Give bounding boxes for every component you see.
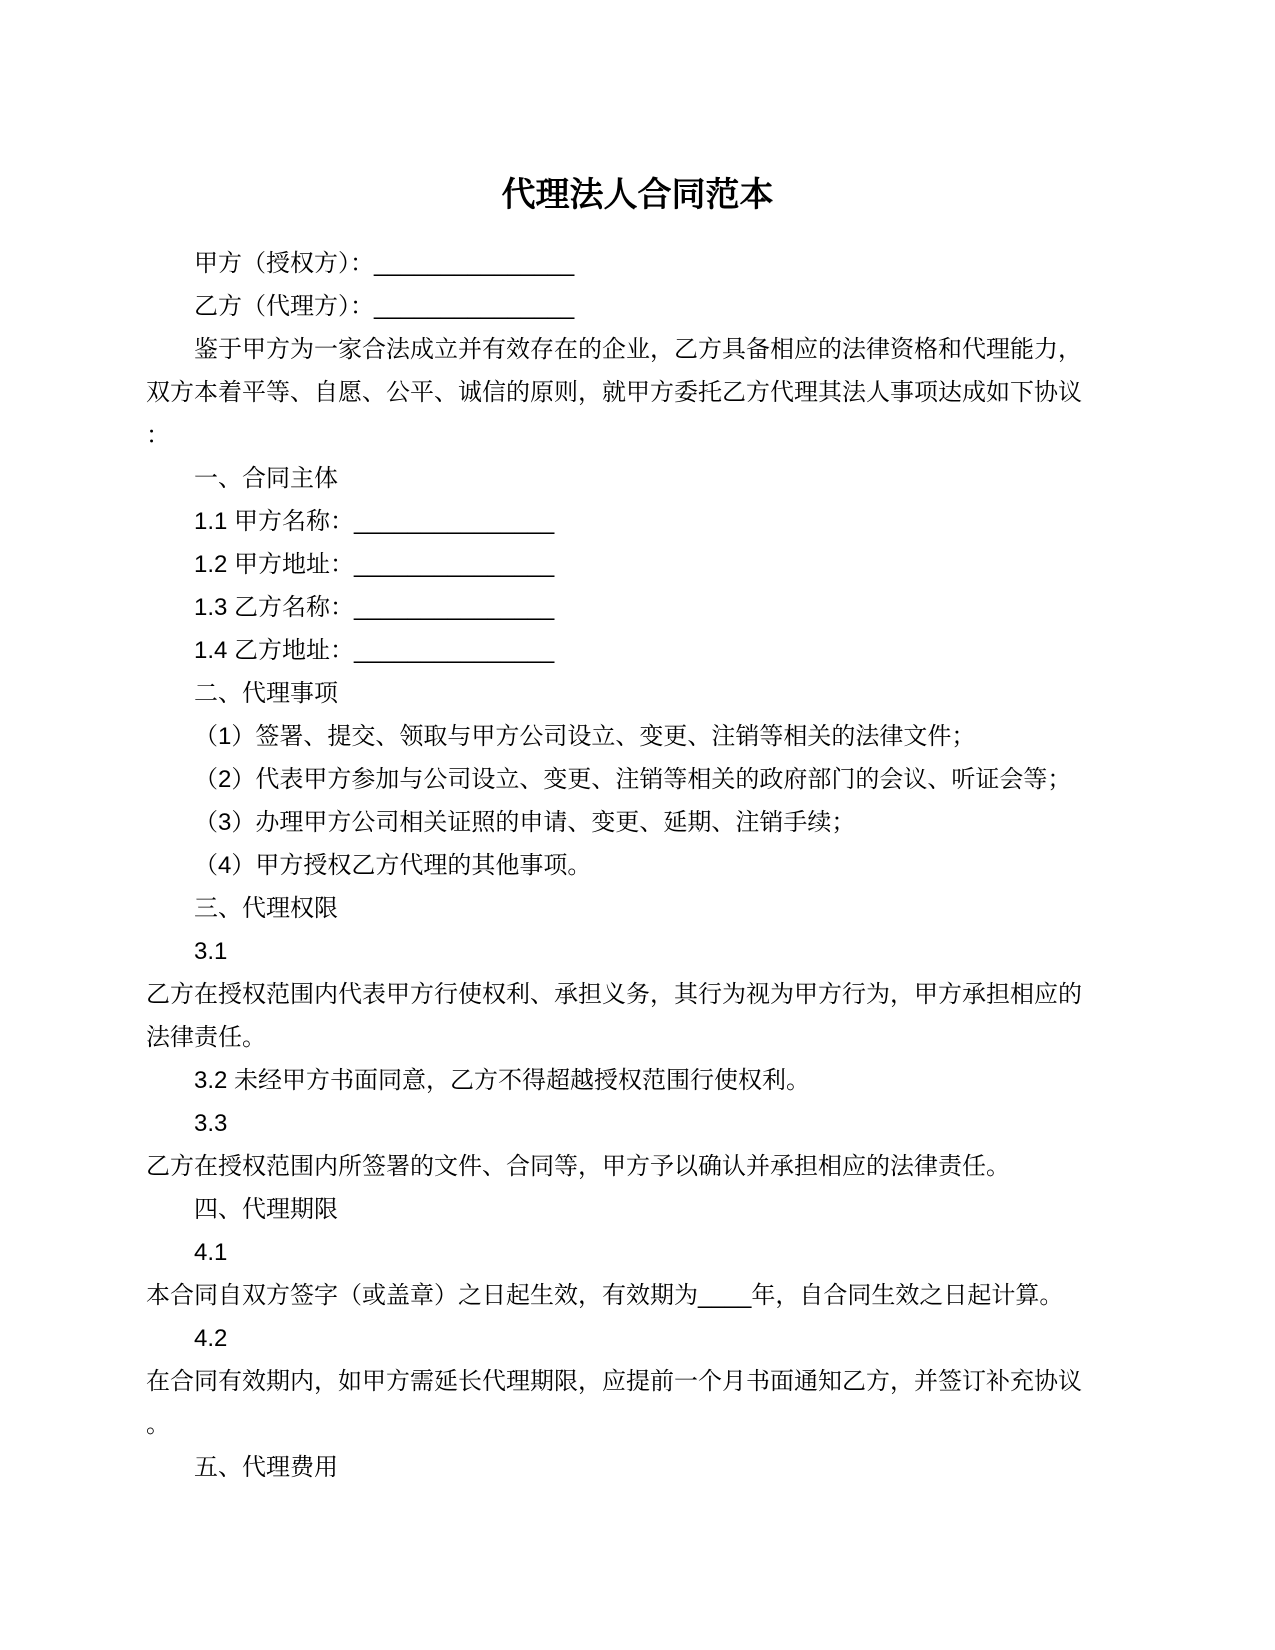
contract-body bbox=[146, 242, 1129, 1489]
contract-line: 三、代理权限 bbox=[194, 895, 338, 922]
contract-line: 在合同有效期内，如甲方需延长代理期限，应提前一个月书面通知乙方，并签订补充协议 bbox=[146, 1368, 1082, 1395]
contract-line: 3.3 bbox=[194, 1110, 228, 1137]
contract-line: 1.3 乙方名称：_______________ bbox=[194, 594, 555, 621]
contract-line: 1.4 乙方地址：_______________ bbox=[194, 637, 555, 664]
contract-line: 3.1 bbox=[194, 938, 228, 965]
contract-line: 1.2 甲方地址：_______________ bbox=[194, 551, 555, 578]
contract-line: 4.1 bbox=[194, 1239, 228, 1266]
contract-line: （2）代表甲方参加与公司设立、变更、注销等相关的政府部门的会议、听证会等； bbox=[194, 766, 1072, 793]
contract-line: 。 bbox=[146, 1411, 170, 1438]
contract-line: （1）签署、提交、领取与甲方公司设立、变更、注销等相关的法律文件； bbox=[194, 723, 976, 750]
document-title: 代理法人合同范本 bbox=[501, 176, 774, 214]
contract-line: ： bbox=[146, 422, 170, 449]
contract-line: 乙方在授权范围内所签署的文件、合同等，甲方予以确认并承担相应的法律责任。 bbox=[146, 1153, 1010, 1180]
contract-line: 一、合同主体 bbox=[194, 465, 338, 492]
contract-line: 甲方（授权方）：_______________ bbox=[194, 250, 575, 277]
contract-line: 乙方（代理方）：_______________ bbox=[194, 293, 575, 320]
contract-line: （4）甲方授权乙方代理的其他事项。 bbox=[194, 852, 592, 879]
contract-line: 双方本着平等、自愿、公平、诚信的原则，就甲方委托乙方代理其法人事项达成如下协议 bbox=[146, 379, 1082, 406]
contract-line: 五、代理费用 bbox=[194, 1454, 338, 1481]
contract-line: 4.2 bbox=[194, 1325, 228, 1352]
contract-line: 二、代理事项 bbox=[194, 680, 338, 707]
contract-line: 法律责任。 bbox=[146, 1024, 266, 1051]
contract-line: 1.1 甲方名称：_______________ bbox=[194, 508, 555, 535]
contract-line: 鉴于甲方为一家合法成立并有效存在的企业，乙方具备相应的法律资格和代理能力， bbox=[194, 336, 1082, 363]
contract-line: 本合同自双方签字（或盖章）之日起生效，有效期为____年，自合同生效之日起计算。 bbox=[146, 1282, 1064, 1309]
contract-line: 3.2 未经甲方书面同意，乙方不得超越授权范围行使权利。 bbox=[194, 1067, 811, 1094]
contract-line: （3）办理甲方公司相关证照的申请、变更、延期、注销手续； bbox=[194, 809, 856, 836]
contract-line: 四、代理期限 bbox=[194, 1196, 338, 1223]
contract-line: 乙方在授权范围内代表甲方行使权利、承担义务，其行为视为甲方行为，甲方承担相应的 bbox=[146, 981, 1082, 1008]
